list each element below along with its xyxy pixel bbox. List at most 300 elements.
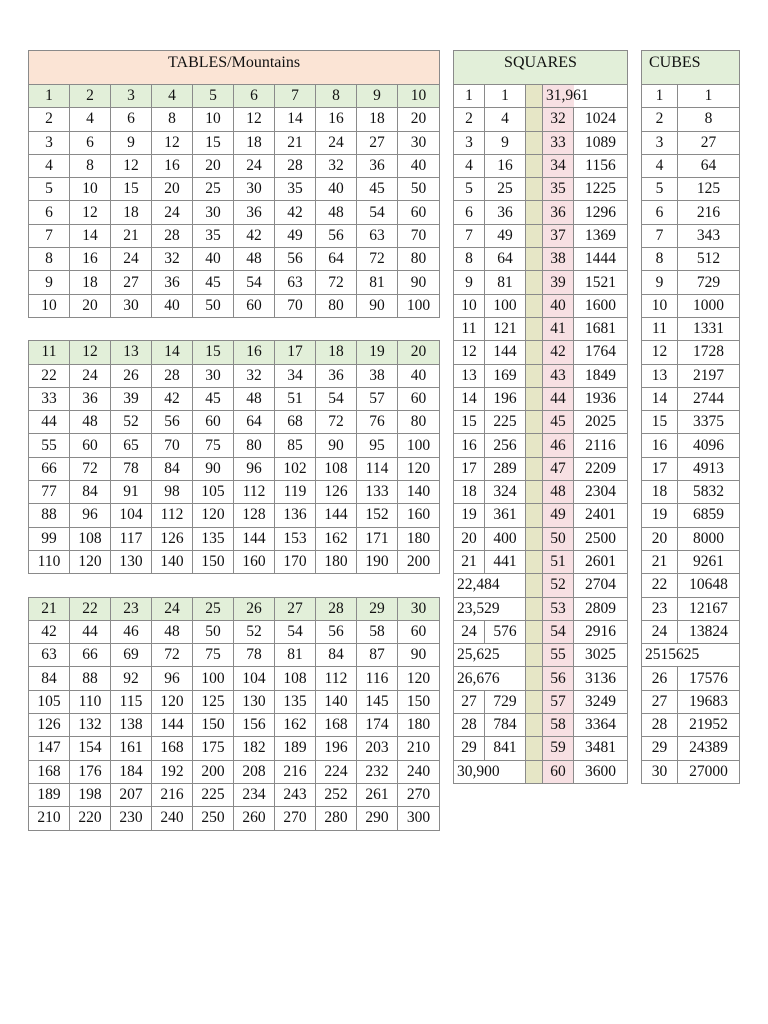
table-cell: 207 xyxy=(111,783,152,806)
table-cell: 24 xyxy=(234,154,275,177)
table-cell: 138 xyxy=(111,714,152,737)
squares-divider-cell xyxy=(526,481,543,504)
cube-value-cell: 4096 xyxy=(678,434,740,457)
cube-value-cell: 1 xyxy=(678,85,740,108)
squares-row xyxy=(454,690,628,713)
square-value-cell: 9 xyxy=(485,131,526,154)
square-value-cell: 1681 xyxy=(574,317,628,340)
square-n-cell: 40 xyxy=(543,294,574,317)
table-cell: 100 xyxy=(398,434,440,457)
table-cell: 300 xyxy=(398,807,440,830)
table-cell: 24 xyxy=(152,201,193,224)
square-value-cell: 1849 xyxy=(574,364,628,387)
table-row xyxy=(29,457,440,480)
table-cell: 70 xyxy=(275,294,316,317)
cube-n-cell: 26 xyxy=(642,667,678,690)
table-cell: 84 xyxy=(316,644,357,667)
table-cell: 39 xyxy=(111,387,152,410)
table-cell: 130 xyxy=(234,690,275,713)
cubes-row xyxy=(642,271,740,294)
table-cell: 35 xyxy=(193,224,234,247)
square-n-cell: 29 xyxy=(454,737,485,760)
tables-header-cell: 22 xyxy=(70,597,111,620)
table-cell: 140 xyxy=(152,550,193,573)
table-cell: 160 xyxy=(398,504,440,527)
table-cell: 108 xyxy=(316,457,357,480)
table-cell: 10 xyxy=(29,294,70,317)
cubes-row xyxy=(642,481,740,504)
table-cell: 40 xyxy=(398,364,440,387)
square-value-cell: 2601 xyxy=(574,550,628,573)
cube-value-cell: 4913 xyxy=(678,457,740,480)
table-row xyxy=(29,760,440,783)
spacer-cell xyxy=(29,317,440,340)
square-n-cell: 15 xyxy=(454,411,485,434)
table-cell: 114 xyxy=(357,457,398,480)
cube-value-cell: 64 xyxy=(678,154,740,177)
square-n-cell: 56 xyxy=(543,667,574,690)
cube-value-cell: 27 xyxy=(678,131,740,154)
square-value-cell: 2809 xyxy=(574,597,628,620)
squares-row xyxy=(454,387,628,410)
tables-header-cell: 27 xyxy=(275,597,316,620)
square-value-cell: 3364 xyxy=(574,714,628,737)
squares-row xyxy=(454,271,628,294)
table-cell: 45 xyxy=(193,271,234,294)
square-value-cell: 1089 xyxy=(574,131,628,154)
square-n-cell: 31,961 xyxy=(543,85,574,108)
cubes-row xyxy=(642,574,740,597)
table-cell: 108 xyxy=(275,667,316,690)
cubes-row xyxy=(642,411,740,434)
cubes-title-row xyxy=(642,51,740,85)
tables-header-cell: 29 xyxy=(357,597,398,620)
table-cell: 20 xyxy=(398,108,440,131)
table-cell: 46 xyxy=(111,620,152,643)
table-cell: 70 xyxy=(152,434,193,457)
square-n-cell: 46 xyxy=(543,434,574,457)
table-cell: 80 xyxy=(398,411,440,434)
square-n-cell: 28 xyxy=(454,714,485,737)
tables-header-cell: 3 xyxy=(111,85,152,108)
table-cell: 72 xyxy=(357,248,398,271)
table-cell: 60 xyxy=(398,201,440,224)
table-row xyxy=(29,481,440,504)
table-cell: 56 xyxy=(316,224,357,247)
cube-n-cell: 21 xyxy=(642,550,678,573)
table-cell: 290 xyxy=(357,807,398,830)
table-cell: 44 xyxy=(70,620,111,643)
squares-row xyxy=(454,341,628,364)
cubes-row xyxy=(642,317,740,340)
table-cell: 6 xyxy=(29,201,70,224)
table-cell: 48 xyxy=(152,620,193,643)
square-n-cell: 20 xyxy=(454,527,485,550)
table-cell: 196 xyxy=(316,737,357,760)
tables-title: TABLES/Mountains xyxy=(29,51,440,85)
tables-header-cell: 15 xyxy=(193,341,234,364)
table-cell: 3 xyxy=(29,131,70,154)
square-n-cell: 52 xyxy=(543,574,574,597)
cube-n-cell: 5 xyxy=(642,178,678,201)
cube-n-cell: 9 xyxy=(642,271,678,294)
table-cell: 66 xyxy=(29,457,70,480)
squares-row xyxy=(454,457,628,480)
square-value-cell: 144 xyxy=(485,341,526,364)
cube-value-cell: 343 xyxy=(678,224,740,247)
table-cell: 36 xyxy=(357,154,398,177)
table-cell: 18 xyxy=(111,201,152,224)
square-n-cell: 51 xyxy=(543,550,574,573)
tables-block-header-row xyxy=(29,85,440,108)
square-n-cell: 58 xyxy=(543,714,574,737)
cube-value-cell: 13824 xyxy=(678,620,740,643)
table-cell: 230 xyxy=(111,807,152,830)
tables-block-header-row xyxy=(29,597,440,620)
spacer-row xyxy=(29,317,440,340)
square-value-cell: 3600 xyxy=(574,760,628,783)
square-value-cell: 121 xyxy=(485,317,526,340)
table-cell: 72 xyxy=(316,271,357,294)
table-cell: 32 xyxy=(316,154,357,177)
squares-divider-cell xyxy=(526,294,543,317)
table-cell: 54 xyxy=(316,387,357,410)
table-row xyxy=(29,294,440,317)
squares-divider-cell xyxy=(526,317,543,340)
table-cell: 28 xyxy=(152,224,193,247)
cube-n-cell: 22 xyxy=(642,574,678,597)
square-value-cell: 2025 xyxy=(574,411,628,434)
cube-value-cell: 2744 xyxy=(678,387,740,410)
table-cell: 240 xyxy=(152,807,193,830)
table-cell: 42 xyxy=(234,224,275,247)
table-cell: 32 xyxy=(234,364,275,387)
table-row xyxy=(29,434,440,457)
table-cell: 104 xyxy=(111,504,152,527)
table-cell: 40 xyxy=(398,154,440,177)
square-n-cell: 25,625 xyxy=(454,644,485,667)
squares-table xyxy=(453,50,628,784)
squares-divider-cell xyxy=(526,154,543,177)
table-cell: 176 xyxy=(70,760,111,783)
square-value-cell: 1764 xyxy=(574,341,628,364)
square-n-cell: 54 xyxy=(543,620,574,643)
table-cell: 110 xyxy=(29,550,70,573)
cube-value-cell: 8000 xyxy=(678,527,740,550)
table-row xyxy=(29,248,440,271)
table-cell: 105 xyxy=(193,481,234,504)
squares-divider-cell xyxy=(526,271,543,294)
cube-value-cell: 21952 xyxy=(678,714,740,737)
squares-row xyxy=(454,550,628,573)
table-cell: 33 xyxy=(29,387,70,410)
table-cell: 150 xyxy=(193,550,234,573)
table-cell: 280 xyxy=(316,807,357,830)
table-cell: 180 xyxy=(398,714,440,737)
cube-value-cell: 1331 xyxy=(678,317,740,340)
tables-header-cell: 30 xyxy=(398,597,440,620)
table-cell: 119 xyxy=(275,481,316,504)
table-cell: 85 xyxy=(275,434,316,457)
square-n-cell: 4 xyxy=(454,154,485,177)
table-row xyxy=(29,411,440,434)
tables-header-cell: 2 xyxy=(70,85,111,108)
square-n-cell: 43 xyxy=(543,364,574,387)
table-cell: 38 xyxy=(357,364,398,387)
table-cell: 68 xyxy=(275,411,316,434)
cubes-row xyxy=(642,201,740,224)
squares-row xyxy=(454,481,628,504)
table-row xyxy=(29,714,440,737)
table-cell: 75 xyxy=(193,644,234,667)
table-cell: 65 xyxy=(111,434,152,457)
square-value-cell: 1369 xyxy=(574,224,628,247)
table-cell: 36 xyxy=(234,201,275,224)
square-value-cell: 289 xyxy=(485,457,526,480)
table-cell: 70 xyxy=(398,224,440,247)
square-value-cell: 49 xyxy=(485,224,526,247)
table-cell: 203 xyxy=(357,737,398,760)
cube-n-cell: 28 xyxy=(642,714,678,737)
squares-divider-cell xyxy=(526,364,543,387)
table-cell: 10 xyxy=(70,178,111,201)
cube-value-cell: 125 xyxy=(678,178,740,201)
table-cell: 15 xyxy=(193,131,234,154)
square-n-cell: 1 xyxy=(454,85,485,108)
cube-n-cell: 10 xyxy=(642,294,678,317)
squares-divider-cell xyxy=(526,714,543,737)
cube-value-cell: 2197 xyxy=(678,364,740,387)
table-cell: 80 xyxy=(398,248,440,271)
cube-value-cell: 512 xyxy=(678,248,740,271)
multiplication-tables xyxy=(28,50,440,831)
table-cell: 76 xyxy=(357,411,398,434)
table-cell: 18 xyxy=(234,131,275,154)
square-n-cell: 7 xyxy=(454,224,485,247)
square-n-cell: 21 xyxy=(454,550,485,573)
squares-divider-cell xyxy=(526,597,543,620)
table-row xyxy=(29,783,440,806)
squares-row xyxy=(454,574,628,597)
table-cell: 144 xyxy=(316,504,357,527)
table-cell: 184 xyxy=(111,760,152,783)
table-cell: 18 xyxy=(357,108,398,131)
table-row xyxy=(29,504,440,527)
table-cell: 80 xyxy=(316,294,357,317)
cubes-row xyxy=(642,714,740,737)
table-cell: 48 xyxy=(70,411,111,434)
tables-header-cell: 12 xyxy=(70,341,111,364)
table-cell: 168 xyxy=(29,760,70,783)
squares-row xyxy=(454,597,628,620)
cube-n-cell: 14 xyxy=(642,387,678,410)
square-n-cell: 57 xyxy=(543,690,574,713)
table-cell: 52 xyxy=(234,620,275,643)
table-cell: 90 xyxy=(193,457,234,480)
table-cell: 192 xyxy=(152,760,193,783)
table-cell: 24 xyxy=(111,248,152,271)
cubes-row xyxy=(642,224,740,247)
table-cell: 162 xyxy=(275,714,316,737)
square-value-cell: 729 xyxy=(485,690,526,713)
square-n-cell: 53 xyxy=(543,597,574,620)
table-row xyxy=(29,737,440,760)
spacer-cell xyxy=(29,574,440,597)
table-cell: 120 xyxy=(398,457,440,480)
tables-header-cell: 26 xyxy=(234,597,275,620)
squares-row xyxy=(454,364,628,387)
square-value-cell: 400 xyxy=(485,527,526,550)
square-n-cell: 18 xyxy=(454,481,485,504)
tables-header-cell: 7 xyxy=(275,85,316,108)
table-row xyxy=(29,154,440,177)
squares-row xyxy=(454,224,628,247)
table-cell: 160 xyxy=(234,550,275,573)
square-n-cell: 12 xyxy=(454,341,485,364)
cube-value-cell: 5832 xyxy=(678,481,740,504)
table-cell: 5 xyxy=(29,178,70,201)
table-cell: 108 xyxy=(70,527,111,550)
cubes-row xyxy=(642,644,740,667)
table-cell: 96 xyxy=(234,457,275,480)
table-cell: 34 xyxy=(275,364,316,387)
square-n-cell: 44 xyxy=(543,387,574,410)
square-value-cell: 2209 xyxy=(574,457,628,480)
table-cell: 87 xyxy=(357,644,398,667)
table-cell: 66 xyxy=(70,644,111,667)
table-cell: 200 xyxy=(193,760,234,783)
square-n-cell: 39 xyxy=(543,271,574,294)
table-cell: 14 xyxy=(70,224,111,247)
table-cell: 152 xyxy=(357,504,398,527)
tables-header-cell: 13 xyxy=(111,341,152,364)
cube-n-cell: 19 xyxy=(642,504,678,527)
table-cell: 16 xyxy=(152,154,193,177)
table-cell: 30 xyxy=(398,131,440,154)
square-n-cell: 8 xyxy=(454,248,485,271)
table-cell: 60 xyxy=(398,387,440,410)
squares-title: SQUARES xyxy=(454,51,628,85)
tables-header-cell: 5 xyxy=(193,85,234,108)
squares-row xyxy=(454,760,628,783)
cube-value-cell: 1728 xyxy=(678,341,740,364)
squares-divider-cell xyxy=(526,411,543,434)
table-cell: 174 xyxy=(357,714,398,737)
cube-value-cell: 9261 xyxy=(678,550,740,573)
table-row xyxy=(29,527,440,550)
table-cell: 27 xyxy=(111,271,152,294)
squares-divider-cell xyxy=(526,201,543,224)
table-cell: 250 xyxy=(193,807,234,830)
table-cell: 189 xyxy=(29,783,70,806)
table-row xyxy=(29,690,440,713)
table-cell: 9 xyxy=(29,271,70,294)
table-cell: 42 xyxy=(275,201,316,224)
table-cell: 240 xyxy=(398,760,440,783)
squares-row xyxy=(454,714,628,737)
table-cell: 22 xyxy=(29,364,70,387)
square-n-cell: 42 xyxy=(543,341,574,364)
cubes-row xyxy=(642,341,740,364)
cube-n-cell: 12 xyxy=(642,341,678,364)
squares-row xyxy=(454,667,628,690)
table-cell: 99 xyxy=(29,527,70,550)
table-cell: 96 xyxy=(70,504,111,527)
table-row xyxy=(29,807,440,830)
cube-n-cell: 16 xyxy=(642,434,678,457)
table-cell: 51 xyxy=(275,387,316,410)
cube-n-cell: 7 xyxy=(642,224,678,247)
square-value-cell: 1024 xyxy=(574,108,628,131)
squares-row xyxy=(454,248,628,271)
table-cell: 4 xyxy=(70,108,111,131)
table-cell: 190 xyxy=(357,550,398,573)
table-cell: 144 xyxy=(234,527,275,550)
table-cell: 120 xyxy=(193,504,234,527)
table-cell: 168 xyxy=(316,714,357,737)
tables-header-cell: 20 xyxy=(398,341,440,364)
table-cell: 88 xyxy=(29,504,70,527)
cubes-row xyxy=(642,527,740,550)
square-value-cell: 3025 xyxy=(574,644,628,667)
table-cell: 60 xyxy=(234,294,275,317)
table-cell: 8 xyxy=(152,108,193,131)
table-cell: 180 xyxy=(398,527,440,550)
table-cell: 135 xyxy=(275,690,316,713)
square-n-cell: 5 xyxy=(454,178,485,201)
squares-divider-cell xyxy=(526,644,543,667)
cube-n-cell: 3 xyxy=(642,131,678,154)
table-cell: 21 xyxy=(111,224,152,247)
table-cell: 4 xyxy=(29,154,70,177)
squares-row xyxy=(454,294,628,317)
squares-row xyxy=(454,644,628,667)
cube-value-cell: 729 xyxy=(678,271,740,294)
tables-title-row xyxy=(29,51,440,85)
table-cell: 170 xyxy=(275,550,316,573)
table-cell: 52 xyxy=(111,411,152,434)
table-cell: 88 xyxy=(70,667,111,690)
squares-row xyxy=(454,108,628,131)
square-value-cell: 576 xyxy=(485,620,526,643)
table-cell: 44 xyxy=(29,411,70,434)
squares-divider-cell xyxy=(526,341,543,364)
table-cell: 78 xyxy=(111,457,152,480)
table-cell: 16 xyxy=(316,108,357,131)
table-cell: 42 xyxy=(152,387,193,410)
table-cell: 72 xyxy=(316,411,357,434)
table-cell: 270 xyxy=(275,807,316,830)
table-cell: 81 xyxy=(357,271,398,294)
square-value-cell: 64 xyxy=(485,248,526,271)
squares-row xyxy=(454,178,628,201)
table-cell: 64 xyxy=(316,248,357,271)
cubes-row xyxy=(642,294,740,317)
table-cell: 40 xyxy=(152,294,193,317)
table-cell: 48 xyxy=(234,248,275,271)
table-cell: 45 xyxy=(357,178,398,201)
squares-divider-cell xyxy=(526,434,543,457)
square-n-cell: 32 xyxy=(543,108,574,131)
square-n-cell: 13 xyxy=(454,364,485,387)
square-n-cell: 35 xyxy=(543,178,574,201)
cube-n-cell: 30 xyxy=(642,760,678,783)
table-row xyxy=(29,364,440,387)
squares-row xyxy=(454,527,628,550)
cube-n-cell: 23 xyxy=(642,597,678,620)
square-n-cell: 60 xyxy=(543,760,574,783)
table-cell: 84 xyxy=(152,457,193,480)
